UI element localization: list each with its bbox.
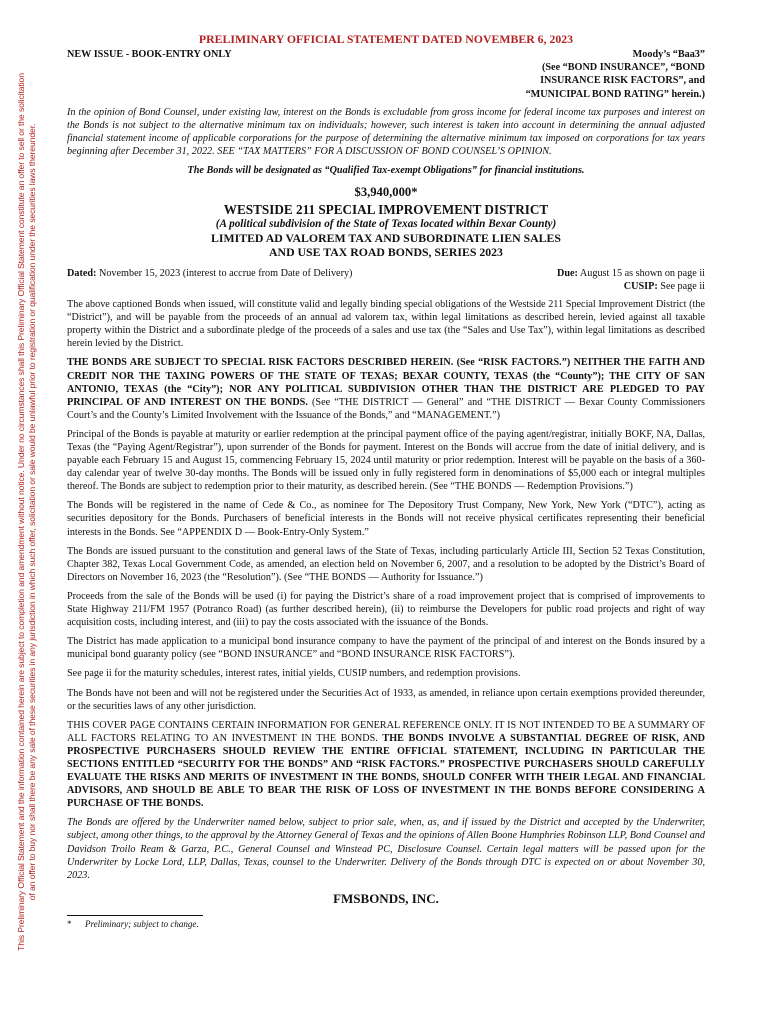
issue-type: NEW ISSUE - BOOK-ENTRY ONLY: [67, 49, 232, 60]
rating-line: “MUNICIPAL BOND RATING” herein.): [525, 88, 705, 100]
sidebar-disclaimer: [4, 0, 50, 1024]
rating-line: Moody’s “Baa3”: [632, 49, 705, 60]
dated-info: [67, 267, 352, 280]
paragraph-insurance: The District has made application to a municipal bond insurance company to have the payment of the principal of and interest on the Bonds insured by a municipal bond guaranty policy (see “BOND INSURANCE” and “BOND INSURANCE RISK FACTORS”).: [67, 636, 705, 661]
bond-amount: $3,940,000*: [354, 185, 418, 200]
document-page: [67, 32, 705, 931]
qualified-designation: The Bonds will be designated as “Qualified Tax-exempt Obligations” for financial institutions.: [187, 165, 585, 177]
disclaimer-line-2: of an offer to buy nor shall there be any sale of these securities in any jurisdiction in which such offer, solicitation or sale would be unlawful prior to registration or qualification under the securities laws thereunder.: [27, 123, 37, 901]
dated-value: November 15, 2023 (interest to accrue from Date of Delivery): [96, 268, 353, 280]
footnote: [67, 918, 705, 931]
paragraph-authority: The Bonds are issued pursuant to the constitution and general laws of the State of Texas, including particularly Article III, Section 52 Texas Constitution, Chapter 382, Texas Local Government Code, as amended, an election held on November 6, 2007, and a resolution to be adopted by the District’s Board of Directors on November 16, 2023 (the “Resolution”). (See “THE BONDS — Authority for Issuance.”): [67, 545, 705, 583]
paragraph-obligations: The above captioned Bonds when issued, will constitute valid and legally binding special obligations of the Westside 211 Special Improvement District (the “District”), and will be payable from the proceeds of an annual ad valorem tax, within legal limitations as described herein, levied against all taxable property within the District and a subordinate pledge of the proceeds of a sales and use tax (the “Sales and Use Tax”), within legal limitations as described herein levied by the District.: [67, 299, 705, 350]
dates-row: [67, 267, 705, 293]
underwriter-name: FMSBONDS, INC.: [333, 890, 439, 906]
paragraph-principal: Principal of the Bonds is payable at maturity or earlier redemption at the principal payment office of the paying agent/registrar, initially BOKF, NA, Dallas, Texas (the “Paying Agent/Registrar”), upon surrender of the Bonds for payment. Interest on the Bonds will accrue from the date of initial delivery, and is payable each February 15 and August 15, commencing February 15, 2024 until maturity or prior redemption. Interest will be payable on the basis of a 360-day calendar year of twelve 30-day months. The Bonds will be issued only in fully registered form in denominations of $5,000 each or integral multiples thereof. The Bonds are subject to redemption prior to their maturity, as described herein. (See “THE BONDS — Redemption Provisions.”): [67, 428, 705, 493]
due-value: August 15 as shown on page ii: [577, 268, 705, 280]
header-row: [67, 48, 705, 106]
disclaimer-text: [16, 12, 38, 1012]
paragraph-risk-factors: [67, 356, 705, 421]
paragraph-proceeds: Proceeds from the sale of the Bonds will be used (i) for paying the District’s share of a road improvement project that is comprised of improvements to State Highway 211/FM 1957 (Potranco Road) (as further described herein), (ii) to reimburse the Developers for public road projects and right of way acquisition costs, including interest, and (iii) to pay the costs associated with the issuance of the Bonds.: [67, 590, 705, 629]
bond-title-line-2: AND USE TAX ROAD BONDS, SERIES 2023: [269, 245, 503, 260]
rating-line: INSURANCE RISK FACTORS”, and: [540, 75, 705, 87]
offer-text: The Bonds are offered by the Underwriter named below, subject to prior sale, when, as, and if issued by the District and accepted by the Underwriter, subject, among other things, to the approval by the Attorney General of Texas and the opinions of Allen Boone Humphries Robinson LLP, Bond Counsel and Davidson Troilo Ream & Garza, P.C., General Counsel and Winstead PC, Disclosure Counsel. Certain legal matters will be passed upon for the Underwriter by Locke Lord, LLP, Dallas, Texas, counsel to the Underwriter. Delivery of the Bonds through DTC is expected on or about November 30, 2023.: [67, 817, 705, 881]
cusip-value: See page ii: [657, 281, 705, 293]
footnote-mark: *: [67, 918, 72, 929]
footnote-text: Preliminary; subject to change.: [85, 918, 199, 929]
subdivision-note: (A political subdivision of the State of Texas located within Bexar County): [215, 217, 557, 230]
risk-factors-bold: THE BONDS ARE SUBJECT TO SPECIAL RISK FACTORS DESCRIBED HEREIN. (See “RISK FACTORS.”) NEITHER THE FAITH AND CREDIT NOR THE TAXING POWERS OF THE STATE OF TEXAS; BEXAR COUNTY, TEXAS (the “County”); THE CITY OF SAN ANTONIO, TEXAS (the “City”); NOR ANY POLITICAL SUBDIVISION OTHER THAN THE DISTRICT ARE PLEDGED TO PAY PRINCIPAL OF AND INTEREST ON THE BONDS.: [67, 357, 705, 408]
cusip-label: CUSIP:: [623, 281, 658, 293]
paragraph-securities-act: The Bonds have not been and will not be registered under the Securities Act of 1933, as amended, in reliance upon certain exemptions provided thereunder, or the securities laws of any other jurisdiction.: [67, 687, 705, 712]
bond-title-line-1: LIMITED AD VALOREM TAX AND SUBORDINATE LIEN SALES: [211, 231, 561, 246]
paragraph-registration: The Bonds will be registered in the name of Cede & Co., as nominee for The Depository Trust Company, New York, New York (“DTC”), acting as securities depository for the Bonds. Purchasers of beneficial interests in the Bonds will not receive physical certificates representing their beneficial interests in the Bonds. See “APPENDIX D — Book-Entry-Only System.”: [67, 500, 705, 538]
due-label: Due:: [557, 268, 578, 280]
risk-factors-rest: (See “THE DISTRICT — General” and “THE DISTRICT — Bexar County Commissioners Court’s and the County’s Limited Involvement with the Issuance of the Bonds,” and “MANAGEMENT.”): [67, 396, 705, 421]
rating-line: (See “BOND INSURANCE”, “BOND: [541, 62, 705, 74]
footnote-divider: [67, 915, 203, 916]
district-name: WESTSIDE 211 SPECIAL IMPROVEMENT DISTRICT: [223, 201, 549, 217]
document-title: PRELIMINARY OFFICIAL STATEMENT DATED NOVEMBER 6, 2023: [198, 32, 574, 46]
cover-notice-bold: THE BONDS INVOLVE A SUBSTANTIAL DEGREE OF RISK, AND PROSPECTIVE PURCHASERS SHOULD REVIEW THE ENTIRE OFFICIAL STATEMENT, INCLUDING IN PARTICULAR THE SECTIONS ENTITLED “SECURITY FOR THE BONDS” AND “RISK FACTORS.” PROSPECTIVE PURCHASERS SHOULD CAREFULLY EVALUATE THE RISKS AND MERITS OF INVESTMENT IN THE BONDS, SHOULD CONFER WITH THEIR LEGAL AND FINANCIAL ADVISORS, AND SHOULD BE ABLE TO BEAR THE RISK OF LOSS OF INVESTMENT IN THE BONDS BEFORE CONSIDERING A PURCHASE OF THE BONDS.: [67, 732, 705, 810]
disclaimer-line-1: This Preliminary Official Statement and the information contained herein are subject to completion and amendment without notice. Under no circumstances shall this Preliminary Official Statement constitute an offer to sell or the solicitation: [16, 73, 26, 951]
paragraph-maturity: See page ii for the maturity schedules, interest rates, initial yields, CUSIP numbers, and redemption provisions.: [67, 668, 521, 680]
bond-title: [67, 231, 705, 259]
dated-label: Dated:: [67, 268, 97, 280]
paragraph-cover-notice: [67, 719, 705, 811]
due-info: [557, 267, 705, 293]
rating-block: [526, 48, 705, 101]
tax-opinion: In the opinion of Bond Counsel, under existing law, interest on the Bonds is excludable from gross income for federal income tax purposes and interest on the Bonds is not subject to the alternative minimum tax on individuals; however, such interest is taken into account in determining the annual adjusted financial statement income of applicable corporations for the purpose of determining the alternative minimum tax imposed on corporations for tax years beginning after December 31, 2022. SEE “TAX MATTERS” FOR A DISCUSSION OF BOND COUNSEL’S OPINION.: [67, 107, 705, 158]
cover-notice-plain: THIS COVER PAGE CONTAINS CERTAIN INFORMATION FOR GENERAL REFERENCE ONLY. IT IS NOT INTENDED TO BE A SUMMARY OF ALL FACTORS RELATING TO AN INVESTMENT IN THE BONDS.: [67, 719, 705, 744]
